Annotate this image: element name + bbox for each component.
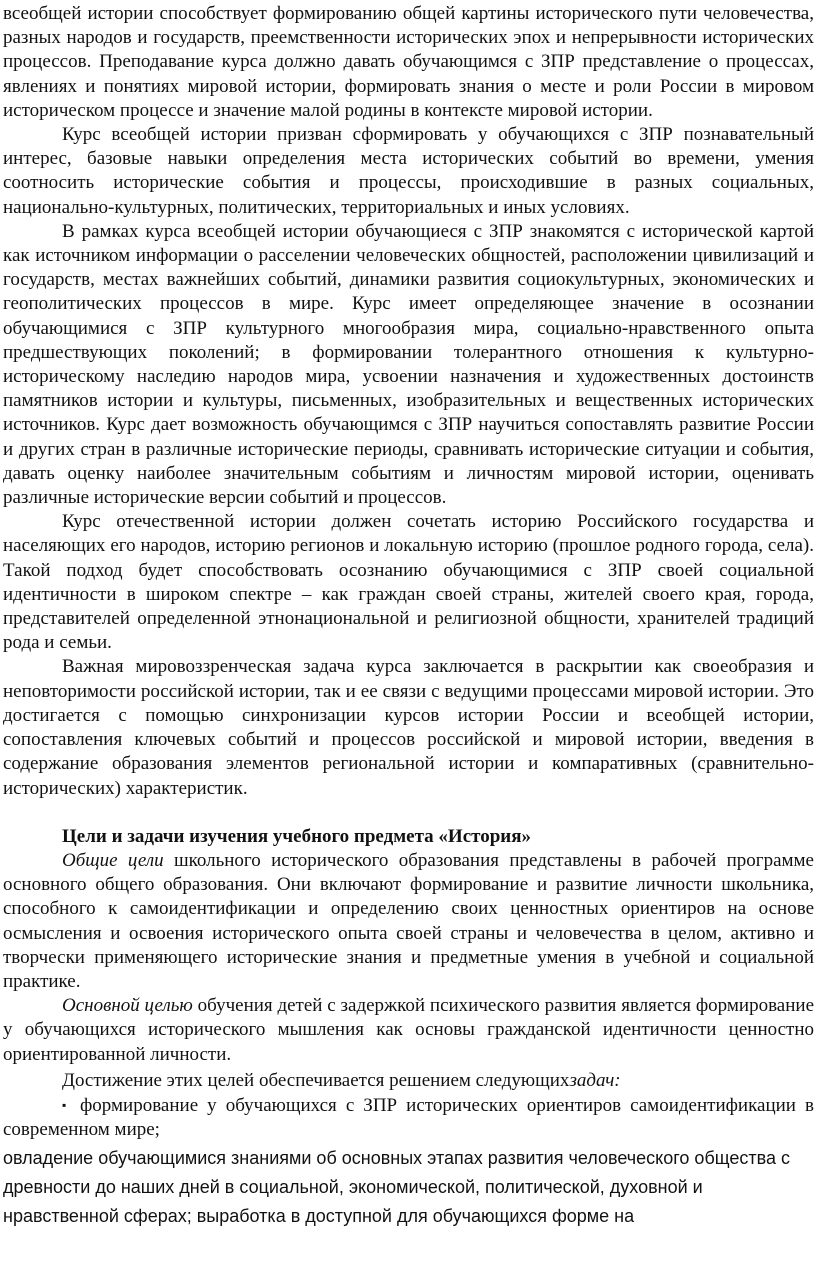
- paragraph-tail: овладение обучающимися знаниями об основных этапах развития человеческого общества с древности до наших дней в социальной, экономической, политической, духовной и нравственной сферах; выработка в доступной для обучающихся форме на: [3, 1148, 790, 1227]
- paragraph-intro: всеобщей истории способствует формированию общей картины исторического пути человечества, разных народов и государств, преемственности исторических эпох и непрерывности исторических процессов. Преподавание курса должно давать обучающимся с ЗПР представление о процессах, явлениях и понятиях мировой истории, формировать знания о месте и роли России в мировом историческом процессе и значение малой родины в контексте мировой истории.: [3, 3, 814, 121]
- paragraph-national-history: Курс отечественной истории должен сочетать историю Российского государства и населяющих его народов, историю регионов и локальную историю (прошлое родного города, села). Такой подход будет способствовать осознанию обучающимися с ЗПР своей социальной идентичности в широком спектре – как граждан своей страны, жителей своего края, города, представителей определенной этнонациональной и религиозной общности, хранителей традиций рода и семьи.: [3, 511, 814, 654]
- tasks-intro-italic: задач:: [569, 1069, 621, 1091]
- paragraph-course-general-history: Курс всеобщей истории призван сформировать у обучающихся с ЗПР познавательный интерес, базовые навыки определения места исторических событий во времени, умения соотносить исторические события и процессы, происходившие в разных социальных, национально-культурных, политических, территориальных и иных условиях.: [3, 124, 814, 218]
- paragraph-tasks-intro: [3, 1069, 814, 1093]
- main-goal-text: обучения детей с задержкой психического развития является формирование у обучающихся исторического мышления как основы гражданской идентичности ценностно ориентированной личности.: [3, 995, 814, 1065]
- bullet-square-icon: ▪: [62, 1097, 67, 1112]
- general-goals-lead: Общие цели: [62, 849, 164, 871]
- list-item: [3, 1093, 814, 1142]
- paragraph-worldview-task: Важная мировоззренческая задача курса заключается в раскрытии как своеобразия и неповторимости российской истории, так и ее связи с ведущими процессами мировой истории. Это достигается с помощью синхронизации курсов истории России и всеобщей истории, сопоставления ключевых событий и процессов российской и мировой истории, введения в содержание образования элементов региональной истории и компаративных (сравнительно-исторических) характеристик.: [3, 656, 814, 799]
- list-item-text: формирование у обучающихся с ЗПР исторических ориентиров самоидентификации в современном мире;: [3, 1094, 814, 1141]
- section-gap: [3, 801, 814, 823]
- paragraph-main-goal: [3, 994, 814, 1067]
- tasks-intro-text: Достижение этих целей обеспечивается решением следующих: [62, 1069, 570, 1091]
- paragraph-general-goals: [3, 849, 814, 994]
- section-heading: Цели и задачи изучения учебного предмета «История»: [62, 825, 532, 847]
- paragraph-historical-map: В рамках курса всеобщей истории обучающиеся с ЗПР знакомятся с исторической картой как источником информации о расселении человеческих общностей, расположении цивилизаций и государств, местах важнейших событий, динамики развития социокультурных, экономических и геополитических процессов в мире. Курс имеет определяющее значение в осознании обучающимися с ЗПР культурного многообразия мира, социально-нравственного опыта предшествующих поколений; в формировании толерантного отношения к культурно-историческому наследию народов мира, усвоении назначения и художественных достоинств памятников истории и культуры, письменных, изобразительных и вещественных исторических источников. Курс дает возможность обучающимся с ЗПР научиться сопоставлять развитие России и других стран в различные исторические периоды, сравнивать исторические ситуации и события, давать оценку наиболее значительным событиям и личностям мировой истории, оценивать различные исторические версии событий и процессов.: [3, 220, 814, 509]
- general-goals-text: школьного исторического образования представлены в рабочей программе основного общего образования. Они включают формирование и развитие личности школьника, способного к самоидентификации и определению своих ценностных ориентиров на основе осмысления и освоения исторического опыта своей страны и человечества в целом, активно и творчески применяющего исторические знания и предметные умения в учебной и социальной практике.: [3, 849, 814, 992]
- main-goal-lead: Основной целью: [62, 995, 193, 1017]
